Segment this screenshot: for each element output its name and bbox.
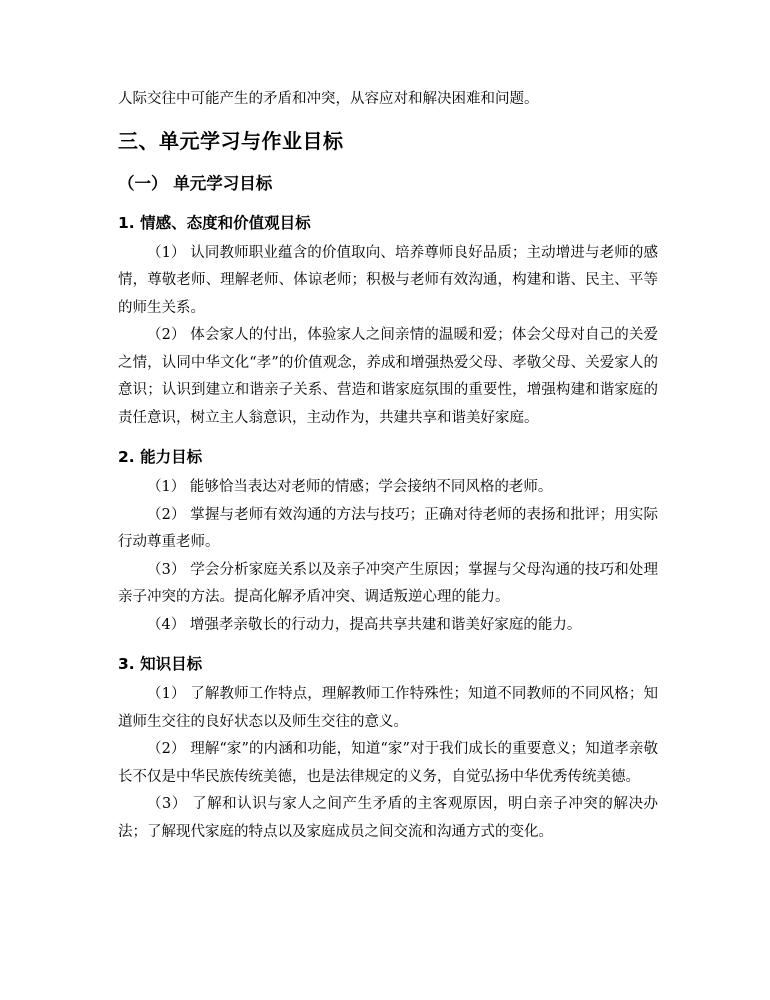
goal3-item-3: （3） 了解和认识与家人之间产生矛盾的主客观原因，明白亲子冲突的解决办法；了解现代家庭的特点以及家庭成员之间交流和沟通方式的变化。 xyxy=(118,796,658,840)
goal3-heading: 3. 知识目标 xyxy=(118,655,203,673)
document-page xyxy=(118,86,658,846)
goal3-item-1: （1） 了解教师工作特点，理解教师工作特殊性；知道不同教师的不同风格；知道师生交往的良好状态以及师生交往的意义。 xyxy=(118,686,658,730)
goal2-item-3: （3） 学会分析家庭关系以及亲子冲突产生原因；掌握与父母沟通的技巧和处理亲子冲突的方法。提高化解矛盾冲突、调适叛逆心理的能力。 xyxy=(118,561,658,605)
goal2-item-2: （2） 掌握与老师有效沟通的方法与技巧；正确对待老师的表扬和批评；用实际行动尊重老师。 xyxy=(118,506,658,550)
intro-paragraph: 人际交往中可能产生的矛盾和冲突，从容应对和解决困难和问题。 xyxy=(118,91,539,107)
goal1-item-2: （2） 体会家人的付出，体验家人之间亲情的温暖和爱；体会父母对自己的关爱之情，认同中华文化“孝”的价值观念，养成和增强热爱父母、孝敬父母、关爱家人的意识；认识到建立和谐亲子关系、营造和谐家庭氛围的重要性，增强构建和谐家庭的责任意识，树立主人翁意识，主动作为，共建共享和谐美好家庭。 xyxy=(118,327,658,426)
subsection-heading: （一） 单元学习目标 xyxy=(118,173,273,193)
goal2-item-4: （4） 增强孝亲敬长的行动力，提高共享共建和谐美好家庭的能力。 xyxy=(147,616,582,633)
section-heading: 三、单元学习与作业目标 xyxy=(118,128,344,153)
goal1-item-1: （1） 认同教师职业蕴含的价值取向、培养尊师良好品质；主动增进与老师的感情，尊敬老师、理解老师、体谅老师；积极与老师有效沟通，构建和谐、民主、平等的师生关系。 xyxy=(118,244,658,316)
goal2-item-1: （1） 能够恰当表达对老师的情感；学会接纳不同风格的老师。 xyxy=(147,479,553,495)
goal1-heading: 1. 情感、态度和价值观目标 xyxy=(118,213,311,232)
goal2-heading: 2. 能力目标 xyxy=(118,448,203,466)
goal3-item-2: （2） 理解“家”的内涵和功能，知道“家”对于我们成长的重要意义；知道孝亲敬长不仅是中华民族传统美德，也是法律规定的义务，自觉弘扬中华优秀传统美德。 xyxy=(118,741,658,785)
